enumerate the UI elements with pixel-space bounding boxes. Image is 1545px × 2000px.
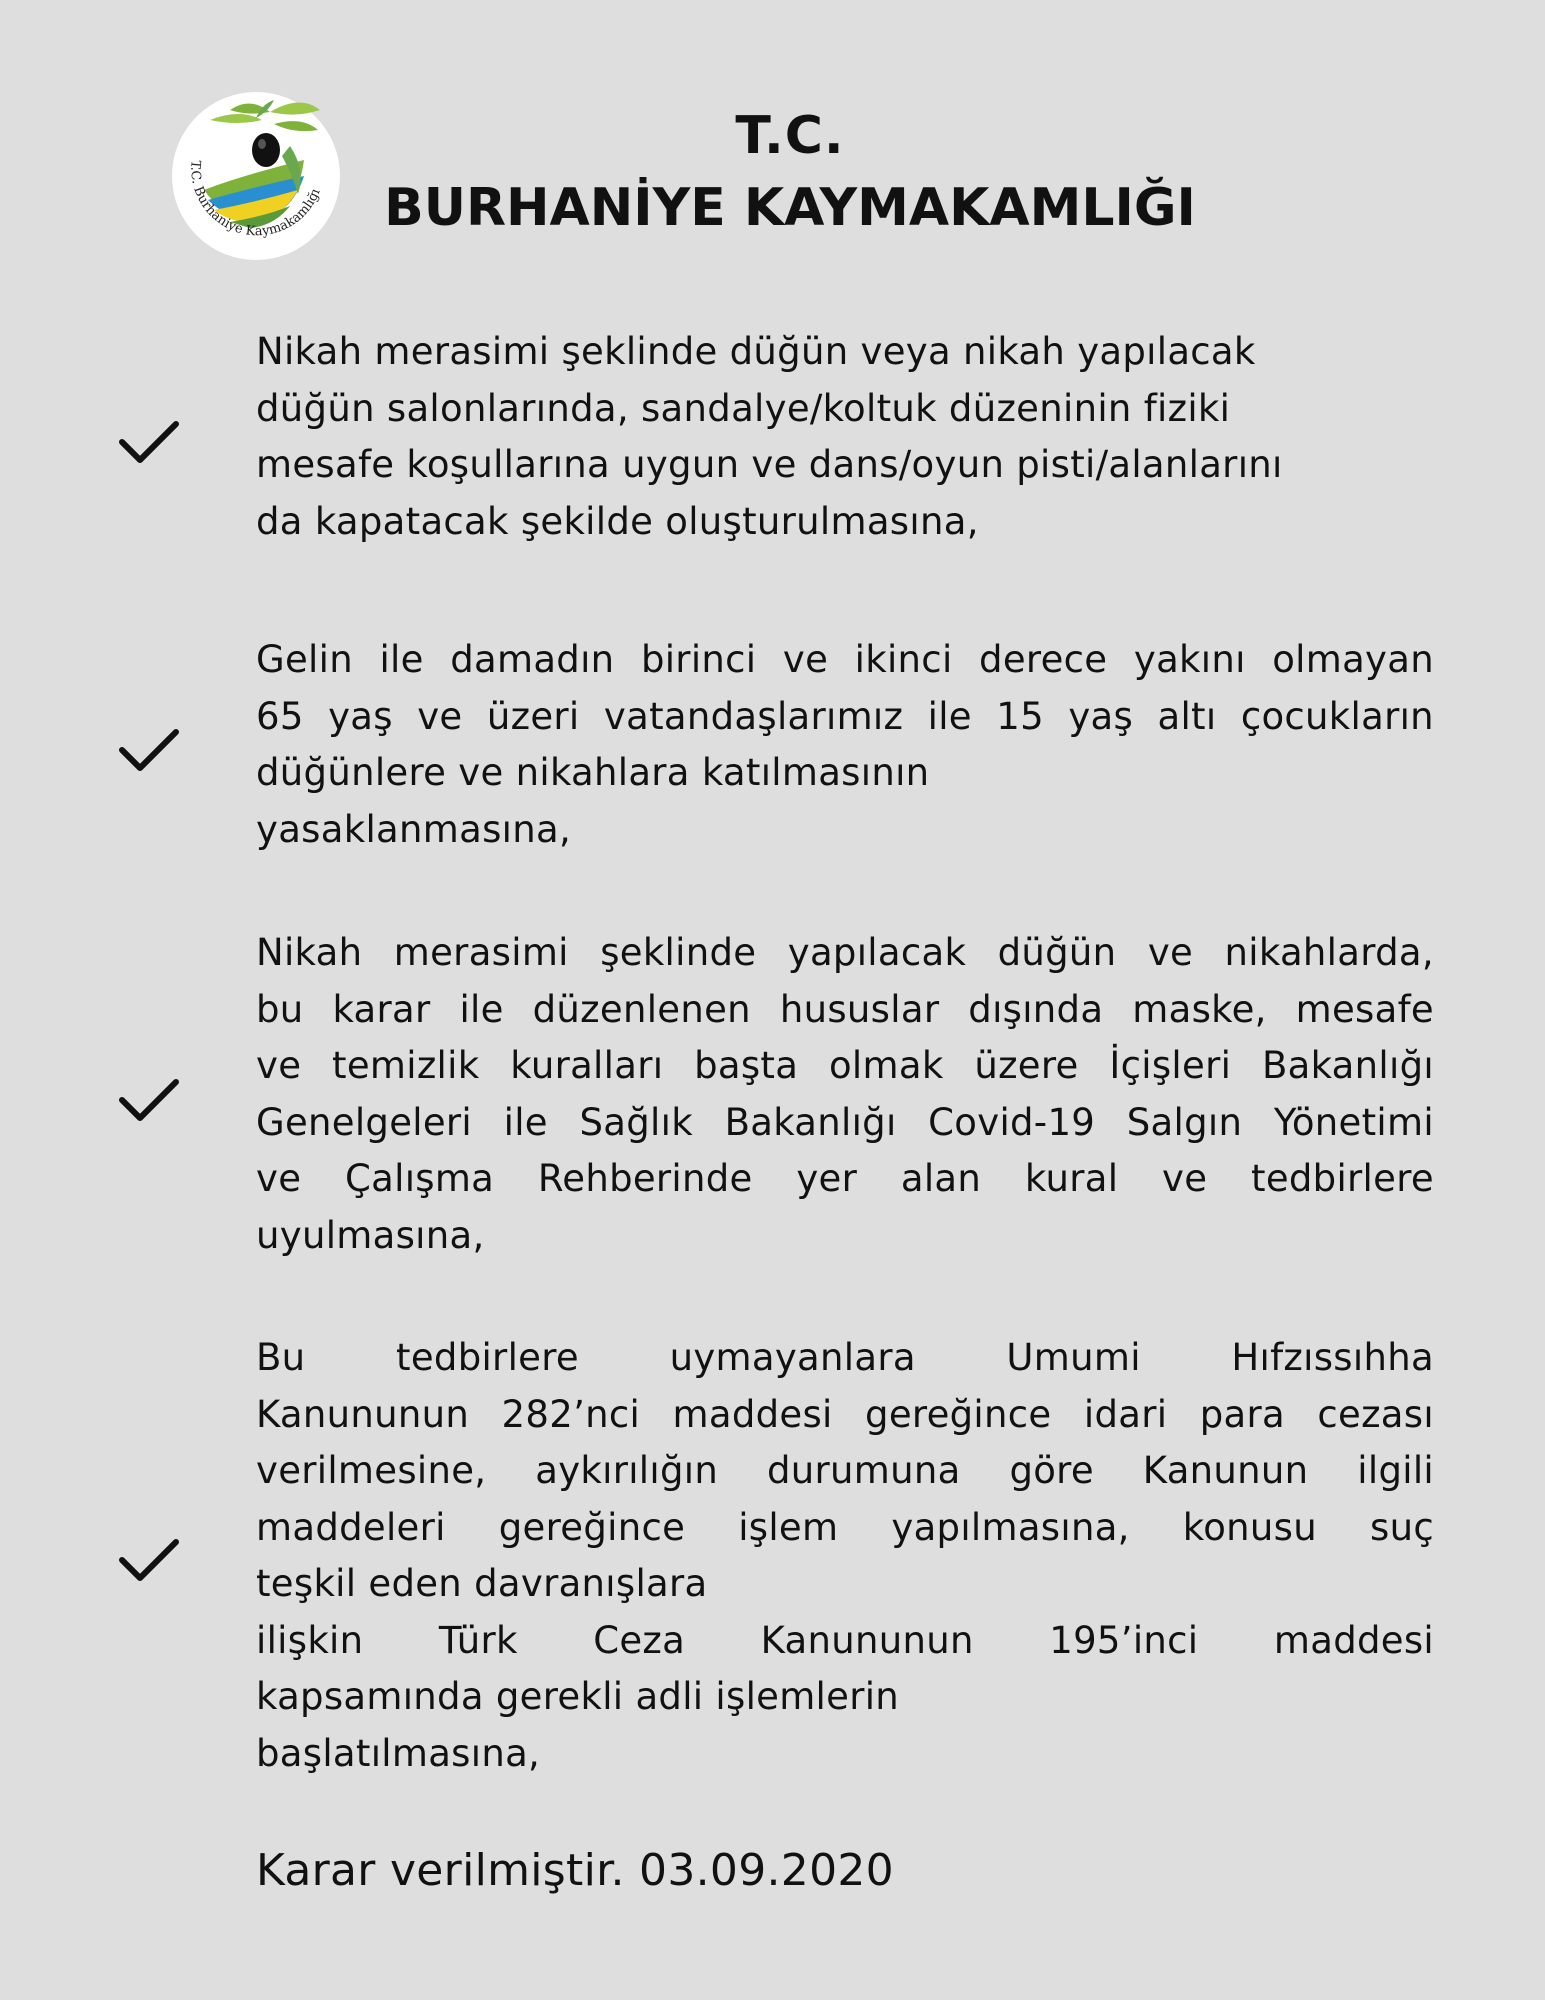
word: çocukların	[1240, 694, 1434, 738]
checkmark-icon	[118, 1076, 180, 1124]
word: üzeri	[486, 694, 580, 738]
word: İçişleri	[1109, 1044, 1232, 1087]
word: ile	[927, 694, 972, 738]
word: ve	[417, 694, 463, 738]
word: Kanunun	[1142, 1449, 1309, 1492]
word: mesafe	[1295, 987, 1434, 1031]
word: maddesi	[1273, 1618, 1434, 1662]
word: Salgın	[1126, 1100, 1243, 1144]
item-line	[256, 925, 1434, 982]
word: düğün	[997, 931, 1117, 974]
word: ilgili	[1357, 1449, 1434, 1492]
word: Covid-19	[928, 1100, 1096, 1144]
word: 282’nci	[501, 1392, 641, 1436]
word: Sağlık	[579, 1100, 693, 1144]
word: Yönetimi	[1273, 1100, 1434, 1144]
word: yakını	[1133, 638, 1246, 681]
item-line	[256, 1151, 1434, 1208]
word: üzere	[974, 1044, 1079, 1087]
item-line: mesafe koşullarına uygun ve dans/oyun pisti/alanlarını	[256, 443, 1283, 486]
word: nikahlarda,	[1224, 931, 1434, 974]
word: derece	[979, 638, 1108, 681]
word: para	[1199, 1392, 1285, 1436]
word: uymayanlara	[669, 1336, 916, 1379]
word: konusu	[1182, 1505, 1317, 1549]
word: Kanununun	[256, 1392, 470, 1436]
item-line: uyulmasına,	[256, 1213, 485, 1257]
word: idari	[1083, 1392, 1168, 1436]
item-line: Nikah merasimi şeklinde düğün veya nikah yapılacak	[256, 330, 1256, 373]
item-line	[256, 1038, 1434, 1095]
word: olmak	[828, 1044, 944, 1087]
word: 65	[256, 694, 304, 738]
logo-text: T.C. Burhaniye Kaymakamlığı	[187, 159, 324, 240]
word: yaş	[328, 694, 393, 738]
word: 195’inci	[1049, 1618, 1199, 1662]
word: merasimi	[393, 931, 569, 974]
item-line	[256, 1613, 1434, 1670]
word: ve	[782, 638, 829, 681]
word: altı	[1157, 694, 1217, 738]
word: Rehberinde	[537, 1157, 753, 1200]
word: dışında	[968, 987, 1104, 1031]
word: ve	[1147, 931, 1194, 974]
word: göre	[1009, 1449, 1094, 1492]
word: Çalışma	[345, 1157, 495, 1200]
word: hususlar	[779, 987, 940, 1031]
decision-date: Karar verilmiştir. 03.09.2020	[256, 1845, 894, 1896]
word: Bakanlığı	[724, 1100, 897, 1144]
word: suç	[1370, 1505, 1434, 1549]
item-line	[256, 982, 1434, 1039]
word: tedbirlere	[396, 1336, 579, 1379]
header-line-2: BURHANİYE KAYMAKAMLIĞI	[384, 178, 1196, 238]
item-line: düğün salonlarında, sandalye/koltuk düzeninin fiziki	[256, 386, 1231, 430]
word: düzenlenen	[532, 987, 751, 1031]
item-line	[256, 689, 1434, 746]
word: ikinci	[854, 638, 953, 681]
word: ile	[379, 638, 424, 681]
word: 15	[996, 694, 1044, 738]
item-line	[256, 1500, 1434, 1557]
item-line: düğünlere ve nikahlara katılmasının	[256, 751, 930, 794]
word: bu	[256, 987, 304, 1031]
word: aykırılığın	[535, 1449, 719, 1492]
checkmark-icon	[118, 1536, 180, 1584]
word: damadın	[450, 638, 615, 681]
word: Genelgeleri	[256, 1100, 473, 1144]
word: olmayan	[1272, 638, 1434, 681]
item-line: kapsamında gerekli adli işlemlerin	[256, 1675, 900, 1718]
item-line	[256, 1443, 1434, 1500]
word: Ceza	[593, 1618, 686, 1662]
word: gereğince	[865, 1392, 1052, 1436]
checkmark-icon	[118, 726, 180, 774]
word: gereğince	[498, 1505, 686, 1549]
list-item	[256, 1330, 1434, 1782]
word: Kanununun	[760, 1618, 974, 1662]
word: maddeleri	[256, 1505, 446, 1549]
word: yaş	[1068, 694, 1134, 738]
word: şeklinde	[600, 931, 757, 974]
word: maddesi	[672, 1392, 833, 1436]
word: alan	[900, 1157, 982, 1200]
word: ilişkin	[256, 1618, 364, 1662]
word: Umumi	[1006, 1336, 1141, 1379]
item-line: da kapatacak şekilde oluşturulmasına,	[256, 499, 979, 543]
word: verilmesine,	[256, 1449, 487, 1492]
item-line	[256, 1330, 1434, 1387]
word: kural	[1024, 1157, 1119, 1200]
item-line: teşkil eden davranışlara	[256, 1562, 708, 1605]
item-line	[256, 632, 1434, 689]
item-line: başlatılmasına,	[256, 1731, 541, 1775]
list-item	[256, 632, 1434, 858]
word: Türk	[438, 1618, 518, 1662]
word: durumuna	[766, 1449, 961, 1492]
word: maske,	[1132, 987, 1267, 1031]
word: yapılmasına,	[891, 1505, 1130, 1549]
word: ve	[256, 1157, 302, 1200]
word: işlem	[738, 1505, 839, 1549]
word: kuralları	[510, 1044, 664, 1087]
item-line: yasaklanmasına,	[256, 807, 572, 851]
word: Hıfzıssıhha	[1231, 1336, 1434, 1379]
item-line	[256, 1095, 1434, 1152]
word: Bakanlığı	[1261, 1044, 1434, 1087]
word: Bu	[256, 1336, 306, 1379]
list-item	[256, 324, 1434, 550]
word: tedbirlere	[1251, 1157, 1434, 1200]
word: yer	[796, 1157, 858, 1200]
word: vatandaşlarımız	[603, 694, 904, 738]
word: birinci	[640, 638, 757, 681]
word: temizlik	[332, 1044, 480, 1087]
word: karar	[332, 987, 431, 1031]
header-line-1: T.C.	[735, 106, 845, 166]
checkmark-icon	[118, 418, 180, 466]
word: ve	[1162, 1157, 1208, 1200]
word: ve	[256, 1044, 302, 1087]
document-header	[340, 100, 1240, 244]
logo-emblem-icon	[170, 90, 342, 262]
word: yapılacak	[787, 931, 967, 974]
word: ile	[503, 1100, 548, 1144]
item-line	[256, 1387, 1434, 1444]
word: Nikah	[256, 931, 363, 974]
logo	[170, 90, 342, 262]
list-item	[256, 925, 1434, 1264]
word: Gelin	[256, 638, 353, 681]
word: ile	[459, 987, 504, 1031]
word: cezası	[1317, 1392, 1434, 1436]
word: başta	[694, 1044, 799, 1087]
